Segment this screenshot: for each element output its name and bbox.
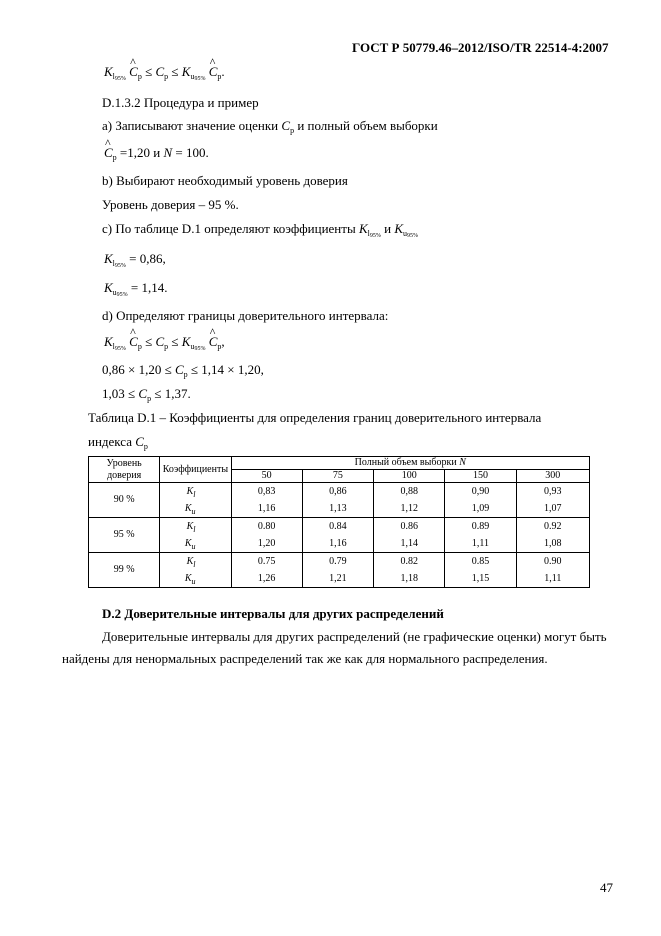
step-d: d) Определяют границы доверительного интервала: (102, 308, 389, 323)
value-cell: 0.82 1,18 (374, 553, 445, 588)
table-row (89, 553, 590, 588)
section-title: D.2 Доверительные интервалы для других распределений (102, 606, 444, 621)
step-b: b) Выбирают необходимый уровень доверия (102, 173, 348, 188)
level-cell: 99 % (89, 553, 160, 588)
value-cell: 0.92 1,08 (516, 518, 589, 553)
calc-line-2: $1,03 \le C_p \le 1,37$. (102, 386, 191, 403)
value-cell: 0.86 1,14 (374, 518, 445, 553)
table-row (89, 518, 590, 553)
ku-value: $K_{u_{95\%}} = 1,14$. (104, 280, 168, 298)
header-n: 75 (302, 470, 373, 483)
page-number: 47 (600, 880, 613, 895)
level-cell: 95 % (89, 518, 160, 553)
section-body: Доверительные интервалы для других распределений (не графические оценки) могут быть найдены для ненормальных распределений так же как для нормального распределения. (62, 629, 607, 666)
table-row (89, 483, 590, 518)
header-n: 100 (374, 470, 445, 483)
coef-labels: $K_l$ $K_u$ (160, 483, 231, 518)
value-cell: 0.79 1,21 (302, 553, 373, 588)
header-n: 50 (231, 470, 302, 483)
value-cell: 0,86 1,13 (302, 483, 373, 518)
header-sample-size: Полный объем выборки N (231, 457, 589, 470)
step-a: а) Записывают значение оценки $C_p$ и полный объем выборки (102, 118, 438, 135)
formula-confidence-bounds-top: $K_{l_{95\%}}$ ^ $C_p \le C_p \le K_{u_{95\%}}$ ^ $C_p$. (104, 64, 225, 82)
header-n: 300 (516, 470, 589, 483)
formula-confidence-bounds: $K_{l_{95\%}}$ ^ $C_p \le C_p \le K_{u_{95\%}}$ ^ $C_p$, (104, 334, 225, 352)
coef-labels: $K_l$ $K_u$ (160, 518, 231, 553)
header-level: Уровень доверия (89, 457, 160, 483)
value-cell: 0.89 1,11 (445, 518, 516, 553)
value-cell: 0,83 1,16 (231, 483, 302, 518)
value-cell: 0,88 1,12 (374, 483, 445, 518)
value-cell: 0.75 1,26 (231, 553, 302, 588)
document-header: ГОСТ Р 50779.46–2012/ISO/TR 22514-4:2007 (352, 40, 609, 55)
header-n: 150 (445, 470, 516, 483)
step-c: c) По таблице D.1 определяют коэффициенты $K_{l_{95\%}}$ и $K_{u_{95\%}}$ (102, 221, 418, 239)
step-b-value: Уровень доверия – 95 %. (102, 197, 239, 212)
value-cell: 0.90 1,11 (516, 553, 589, 588)
coefficients-table (88, 456, 590, 588)
coef-labels: $K_l$ $K_u$ (160, 553, 231, 588)
calc-line-1: $0,86 \times 1,20 \le C_p \le 1,14 \times 1,20$, (102, 362, 264, 379)
value-cell: 0,93 1,07 (516, 483, 589, 518)
value-cell: 0.85 1,15 (445, 553, 516, 588)
step-a-values: ^ $C_p =1,20$ и N = 100. (104, 145, 209, 162)
value-cell: 0.84 1,16 (302, 518, 373, 553)
kl-value: $K_{l_{95\%}} = 0,86$, (104, 251, 166, 269)
value-cell: 0,90 1,09 (445, 483, 516, 518)
value-cell: 0.80 1,20 (231, 518, 302, 553)
table-caption: Таблица D.1 – Коэффициенты для определения границ доверительного интервала (88, 410, 542, 425)
header-coef: Коэффициенты (160, 457, 231, 483)
table-caption-cont: индекса $C_p$ (88, 434, 148, 451)
procedure-heading: D.1.3.2 Процедура и пример (102, 95, 259, 110)
level-cell: 90 % (89, 483, 160, 518)
